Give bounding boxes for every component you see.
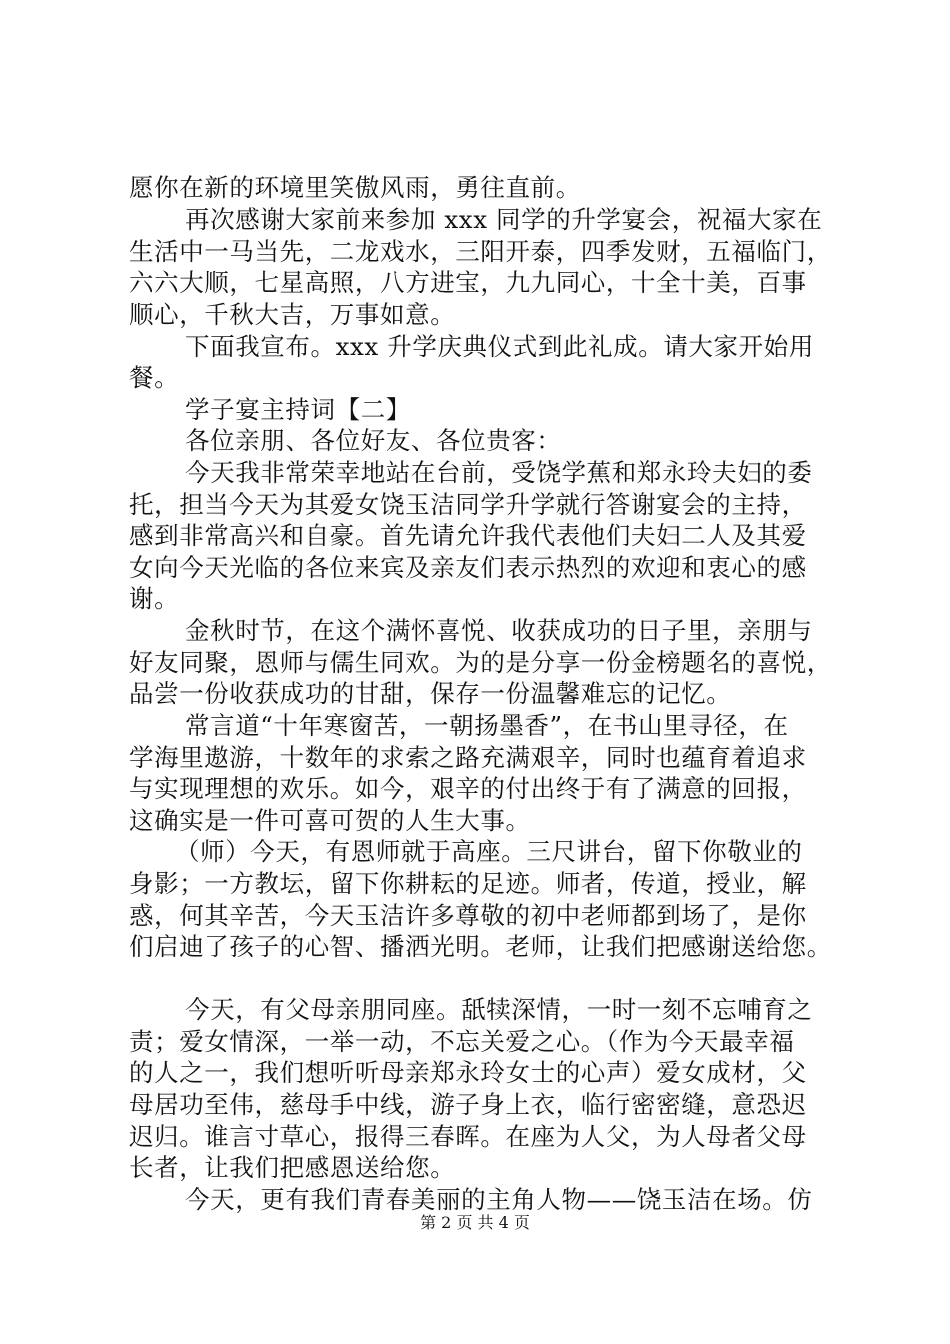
text-line: 好友同聚，恩师与儒生同欢。为的是分享一份金榜题名的喜悦，: [129, 648, 832, 677]
text-line: 身影；一方教坛，留下你耕耘的足迹。师者，传道，授业，解: [129, 869, 807, 898]
page-number-footer: 第 2 页 共 4 页: [420, 1213, 530, 1232]
text-line: 餐。: [129, 363, 180, 392]
text-line: 的人之一，我们想听听母亲郑永玲女士的心声）爱女成材，父: [129, 1058, 807, 1087]
text-line: 长者，让我们把感恩送给您。: [129, 1153, 456, 1182]
text-line: 感到非常高兴和自豪。首先请允许我代表他们夫妇二人及其爱: [129, 521, 807, 550]
text-line: 生活中一马当先，二龙戏水，三阳开泰，四季发财，五福临门，: [129, 237, 832, 266]
text-line: 母居功至伟，慈母手中线，游子身上衣，临行密密缝，意恐迟: [129, 1090, 807, 1119]
text-line: 责；爱女情深，一举一动，不忘关爱之心。（作为今天最幸福: [129, 1027, 795, 1056]
text-line: 学海里遨游，十数年的求索之路充满艰辛，同时也蕴育着追求: [129, 743, 807, 772]
text-line: 惑，何其辛苦，今天玉洁许多尊敬的初中老师都到场了，是你: [129, 901, 807, 930]
text-line: 们启迪了孩子的心智、播洒光明。老师，让我们把感谢送给您。: [129, 932, 832, 961]
text-line: 再次感谢大家前来参加 xxx 同学的升学宴会，祝福大家在: [185, 205, 823, 234]
text-line: 金秋时节，在这个满怀喜悦、收获成功的日子里，亲朋与: [185, 616, 813, 645]
text-line: 顺心，千秋大吉，万事如意。: [129, 300, 456, 329]
text-line: 女向今天光临的各位来宾及亲友们表示热烈的欢迎和衷心的感: [129, 553, 807, 582]
text-line: 与实现理想的欢乐。如今，艰辛的付出终于有了满意的回报，: [129, 774, 807, 803]
text-line: 常言道“十年寒窗苦，一朝扬墨香”，在书山里寻径，在: [185, 711, 789, 740]
text-line: 这确实是一件可喜可贺的人生大事。: [129, 806, 531, 835]
section-heading: 学子宴主持词【二】: [185, 395, 411, 424]
text-line: 迟归。谁言寸草心，报得三春晖。在座为人父，为人母者父母: [129, 1122, 807, 1151]
text-line: 托，担当今天为其爱女饶玉洁同学升学就行答谢宴会的主持，: [129, 490, 807, 519]
text-line: 今天，更有我们青春美丽的主角人物——饶玉洁在场。仿: [185, 1185, 813, 1214]
text-line: 今天，有父母亲朋同座。舐犊深情，一时一刻不忘哺育之: [185, 995, 813, 1024]
text-line: 今天我非常荣幸地站在台前，受饶学蕉和郑永玲夫妇的委: [185, 458, 813, 487]
text-line: 谢。: [129, 584, 180, 613]
text-line: 各位亲朋、各位好友、各位贵客：: [185, 426, 562, 455]
text-line: 愿你在新的环境里笑傲风雨，勇往直前。: [129, 173, 581, 202]
text-line: 下面我宣布。xxx 升学庆典仪式到此礼成。请大家开始用: [185, 332, 814, 361]
text-line: （师）今天，有恩师就于高座。三尺讲台，留下你敬业的: [175, 837, 803, 866]
text-line: 六六大顺，七星高照，八方进宝，九九同心，十全十美，百事: [129, 268, 807, 297]
text-line: 品尝一份收获成功的甘甜，保存一份温馨难忘的记忆。: [129, 679, 732, 708]
